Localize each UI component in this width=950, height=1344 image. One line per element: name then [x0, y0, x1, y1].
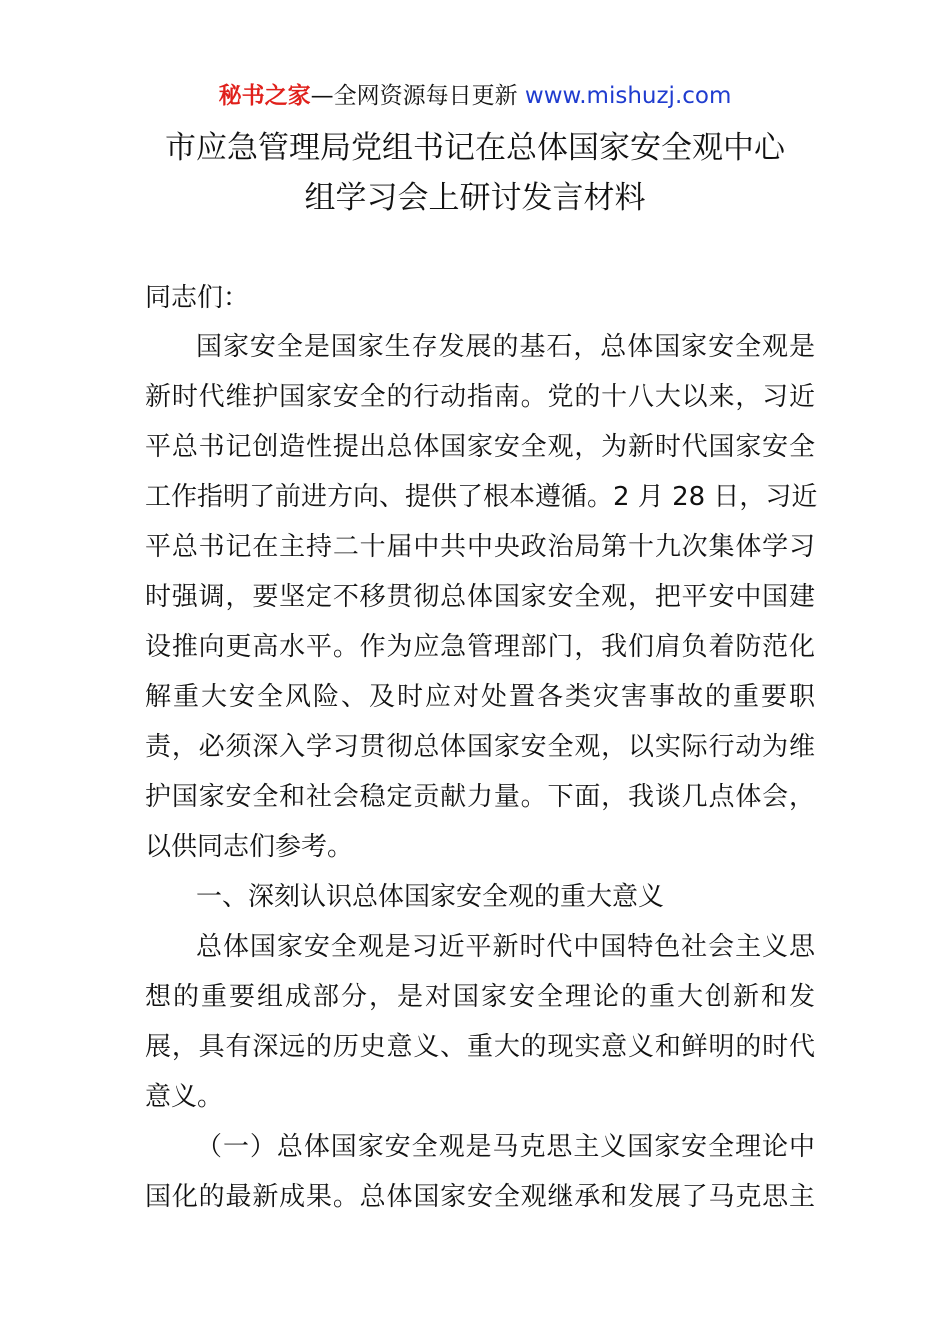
- paragraph-line: 解重大安全风险、及时应对处置各类灾害事故的重要职: [145, 682, 815, 712]
- paragraph-line: 责，必须深入学习贯彻总体国家安全观，以实际行动为维: [145, 732, 815, 762]
- banner-tagline: —全网资源每日更新: [310, 83, 518, 109]
- paragraph-line: 想的重要组成部分，是对国家安全理论的重大创新和发: [145, 982, 815, 1012]
- site-url-link[interactable]: www.mishuzj.com: [524, 83, 732, 109]
- paragraph-line: （一）总体国家安全观是马克思主义国家安全理论中: [196, 1132, 815, 1162]
- paragraph-line: 平总书记在主持二十届中共中央政治局第十九次集体学习: [145, 532, 815, 562]
- paragraph-line: 展，具有深远的历史意义、重大的现实意义和鲜明的时代: [145, 1032, 815, 1062]
- salutation: 同志们：: [145, 283, 250, 313]
- brand-name: 秘书之家: [218, 83, 311, 109]
- paragraph-line: 意义。: [145, 1082, 224, 1112]
- paragraph-line: 总体国家安全观是习近平新时代中国特色社会主义思: [196, 932, 815, 962]
- document-title-line-2: 组学习会上研讨发言材料: [304, 180, 646, 216]
- paragraph-line: 时强调，要坚定不移贯彻总体国家安全观，把平安中国建: [145, 582, 815, 612]
- document-title-line-1: 市应急管理局党组书记在总体国家安全观中心: [165, 130, 785, 166]
- paragraph-line: 新时代维护国家安全的行动指南。党的十八大以来，习近: [145, 382, 815, 412]
- paragraph-line: 以供同志们参考。: [145, 832, 354, 862]
- paragraph-line: 国化的最新成果。总体国家安全观继承和发展了马克思主: [145, 1182, 815, 1212]
- section-heading: 一、深刻认识总体国家安全观的重大意义: [196, 882, 665, 912]
- paragraph-line: 护国家安全和社会稳定贡献力量。下面，我谈几点体会，: [145, 782, 815, 812]
- paragraph-line: 设推向更高水平。作为应急管理部门，我们肩负着防范化: [145, 632, 815, 662]
- paragraph-line: 平总书记创造性提出总体国家安全观，为新时代国家安全: [145, 432, 815, 462]
- site-banner: [0, 80, 950, 112]
- paragraph-line: 国家安全是国家生存发展的基石，总体国家安全观是: [196, 332, 815, 362]
- paragraph-line: 工作指明了前进方向、提供了根本遵循。2 月 28 日，习近: [145, 482, 818, 512]
